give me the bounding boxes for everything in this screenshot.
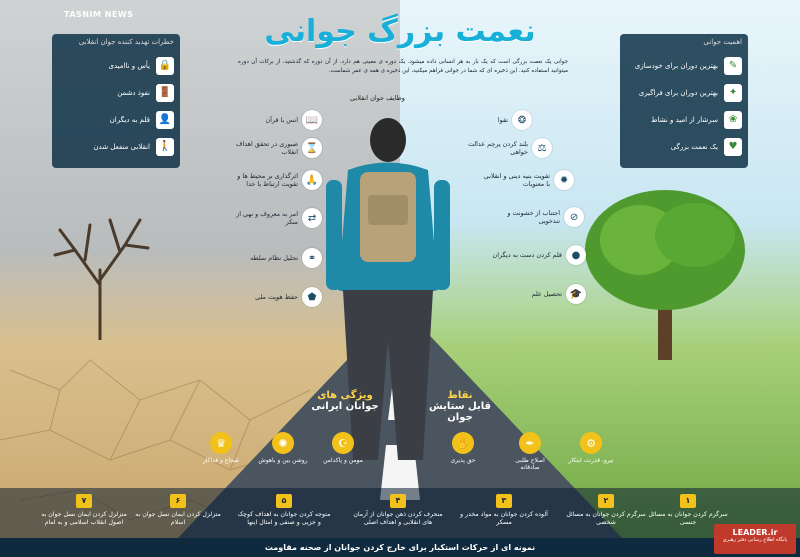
quran-icon: 📖	[302, 110, 322, 130]
person-icon: 👤	[156, 111, 174, 129]
brain-icon: ❂	[512, 110, 532, 130]
threat-item: 🔒 یأس و ناامیدی	[58, 52, 174, 79]
star-icon: ✹	[554, 170, 574, 190]
duty-item: ❂ تقوا	[438, 110, 532, 130]
walking-icon: 🚶	[156, 138, 174, 156]
bomb-icon: ●	[566, 245, 586, 265]
tactic-item: ۷ متزلزل کردن ایمان نسل جوان به اصول انقلاب اسلامی و به امام	[41, 496, 127, 526]
iranian-youth-banner: ویژگی های جوانان ایرانی	[311, 390, 379, 412]
leader-logo: LEADER.ir پایگاه اطلاع رسانی دفتر رهبری	[714, 524, 796, 554]
duty-item: ⚖ بلند کردن پرچم عدالت خواهی	[458, 138, 552, 158]
duty-item: 📖 انس با قرآن	[228, 110, 322, 130]
threat-item: 🚪 نفوذ دشمن	[58, 79, 174, 106]
prayer-hands-icon: 🙏	[302, 170, 322, 190]
door-icon: 🚪	[156, 84, 174, 102]
tactic-item: ۶ متزلزل کردن ایمان نسل جوان به اسلام	[135, 496, 221, 526]
tank-icon: ⚙	[580, 432, 602, 454]
duty-item: ⚭ تحلیل نظام سلطه	[228, 248, 322, 268]
hourglass-icon: ⌛	[302, 138, 322, 158]
tools-icon: ✎	[724, 57, 742, 75]
feature-item: ♛ شجاع و فداکار	[196, 432, 246, 464]
feature-item: ☪ مومن و پاکدامن	[318, 432, 368, 464]
tactic-item: ۳ آلوده کردن جوانان به مواد مخدر و مسکر	[460, 496, 548, 526]
tactic-item: ۲ سرگرم کردن جوانان به مسائل شخصی	[566, 496, 646, 526]
threat-item: 🚶 انقلابی منفعل شدن	[58, 133, 174, 160]
duty-item: ⊘ اجتناب از خشونت و تندخویی	[490, 207, 584, 227]
tactic-item: ۵ متوجه کردن جوانان به اهداف کوچک و جزیی و صنفی و امثال اینها	[237, 496, 331, 526]
importance-item: ❀ سرشار از امید و نشاط	[626, 106, 742, 133]
praiseworthy-banner: نقاط قابل ستایش جوان	[428, 390, 492, 423]
feature-item: ✺ روشن بین و باهوش	[258, 432, 308, 464]
tactic-item: ۴ منحرف کردن ذهن جوانان از آرمان های انقلابی و اهداف اصلی	[353, 496, 443, 526]
page-title: نعمت بزرگ جوانی	[264, 14, 536, 49]
threats-panel	[52, 34, 180, 168]
duties-label: وظایف جوان انقلابی	[350, 94, 405, 102]
threat-item: 👤 قلم به دیگران	[58, 106, 174, 133]
tactic-item: ۱ سرگرم کردن جوانان به مسائل جنسی	[648, 496, 728, 526]
intro-text: جوانی یک نعمت بزرگی است که یک بار به هر انسانی داده میشود. یک دوره ی معینی هم دارد. از آن دوره که گذشتید، از برکات آن دوره میتوانید استفاده کنید. این ذخیره ای که شما در جوانی فراهم میکنید، این ذخیره ی همه ی عمر شماست.	[238, 59, 568, 74]
pen-icon: ✒	[519, 432, 541, 454]
feature-item: ✒ اصلاح طلبی صادقانه	[505, 432, 555, 471]
flower-icon: ❀	[724, 111, 742, 129]
footer-caption: نمونه ای از حرکات استکبار برای خارج کردن جوانان از صحنه مقاومت	[0, 538, 800, 557]
duty-item: ⬟ حفظ هویت ملی	[228, 287, 322, 307]
duty-item: ● قلم کردن دست به دیگران	[492, 245, 586, 265]
binoculars-icon: ⚭	[302, 248, 322, 268]
iran-map-icon: ⬟	[302, 287, 322, 307]
importance-item: ♥ یک نعمت بزرگی	[626, 133, 742, 160]
importance-panel-title: اهمیت جوانی	[703, 38, 742, 46]
duty-item: ✹ تقویت بنیه دینی و انقلابی با معنویات	[480, 170, 574, 190]
threats-panel-title: خطرات تهدید کننده جوان انقلابی	[78, 38, 174, 46]
duty-item: 🎓 تحصیل علم	[492, 284, 586, 304]
duty-item: ⌛ صبوری در تحقق اهداف انقلاب	[228, 138, 322, 158]
graduation-cap-icon: 🎓	[566, 284, 586, 304]
importance-item: ✦ بهترین دوران برای فراگیری	[626, 79, 742, 106]
feature-item: ⚙ نیرو، قدرت، ابتکار	[566, 432, 616, 464]
feature-item: ✋ حق پذیری	[438, 432, 488, 464]
arrows-icon: ⇄	[302, 208, 322, 228]
trophy-icon: ♛	[210, 432, 232, 454]
importance-panel	[620, 34, 748, 168]
lamp-icon: ✺	[272, 432, 294, 454]
tasnim-logo: TASNIM NEWS	[64, 10, 134, 19]
mosque-icon: ☪	[332, 432, 354, 454]
lock-icon: 🔒	[156, 57, 174, 75]
duty-item: 🙏 اثرگذاری بر محیط ها و تقویت ارتباط با خدا	[228, 170, 322, 190]
handshake-icon: ✋	[452, 432, 474, 454]
scales-icon: ⚖	[532, 138, 552, 158]
importance-item: ✎ بهترین دوران برای خودسازی	[626, 52, 742, 79]
book-icon: ✦	[724, 84, 742, 102]
gift-icon: ♥	[724, 138, 742, 156]
duty-item: ⇄ امر به معروف و نهی از منکر	[228, 208, 322, 228]
no-violence-icon: ⊘	[564, 207, 584, 227]
